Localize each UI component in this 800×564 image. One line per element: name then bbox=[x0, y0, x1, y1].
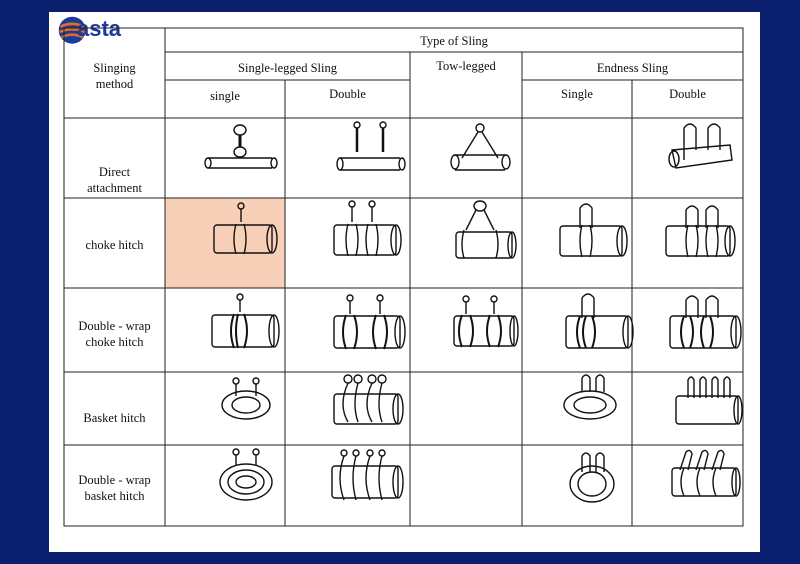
row-label-basket: Basket hitch bbox=[83, 411, 146, 425]
basket-endless-double-icon bbox=[676, 377, 742, 424]
two-legged-header: Tow-legged bbox=[436, 59, 496, 73]
double-wrap-basket-endless-double-icon bbox=[672, 450, 740, 496]
choke-double-icon bbox=[334, 201, 401, 256]
row-label-choke: choke hitch bbox=[85, 238, 144, 252]
double-wrap-choke-endless-double-icon bbox=[670, 296, 741, 348]
direct-two-legged-icon bbox=[451, 124, 510, 170]
choke-endless-double-icon bbox=[666, 206, 735, 257]
basket-single-icon bbox=[222, 378, 270, 419]
double-wrap-basket-double-icon bbox=[332, 450, 403, 500]
col-endless-double-header: Double bbox=[669, 87, 706, 101]
basket-endless-single-icon bbox=[564, 375, 616, 419]
double-wrap-choke-double-icon bbox=[334, 295, 405, 349]
type-of-sling-header: Type of Sling bbox=[420, 34, 488, 48]
single-legged-header: Single-legged Sling bbox=[238, 61, 337, 75]
col-endless-single-header: Single bbox=[561, 87, 593, 101]
double-wrap-choke-single-icon bbox=[212, 294, 279, 348]
choke-two-legged-icon bbox=[456, 201, 516, 258]
endless-header: Endness Sling bbox=[596, 61, 669, 75]
direct-single-icon bbox=[205, 125, 277, 168]
slinging-method-header: Slinging method bbox=[93, 61, 136, 91]
col-double-header: Double bbox=[329, 87, 366, 101]
double-wrap-basket-single-icon bbox=[220, 449, 272, 500]
logo-text: asta bbox=[77, 16, 122, 41]
choke-endless-single-icon bbox=[560, 204, 627, 257]
double-wrap-basket-endless-single-icon bbox=[570, 453, 614, 502]
double-wrap-choke-two-legged-icon bbox=[454, 296, 518, 347]
direct-endless-double-icon bbox=[669, 124, 732, 168]
basket-double-icon bbox=[334, 375, 403, 424]
col-single-header: single bbox=[210, 89, 240, 103]
double-wrap-choke-endless-single-icon bbox=[566, 294, 633, 348]
direct-double-icon bbox=[337, 122, 405, 170]
row-label-direct: Direct attachment bbox=[87, 165, 142, 195]
row-label-double-wrap-choke: Double - wrap choke hitch bbox=[78, 319, 151, 349]
row-label-double-wrap-basket: Double - wrap basket hitch bbox=[78, 473, 151, 503]
